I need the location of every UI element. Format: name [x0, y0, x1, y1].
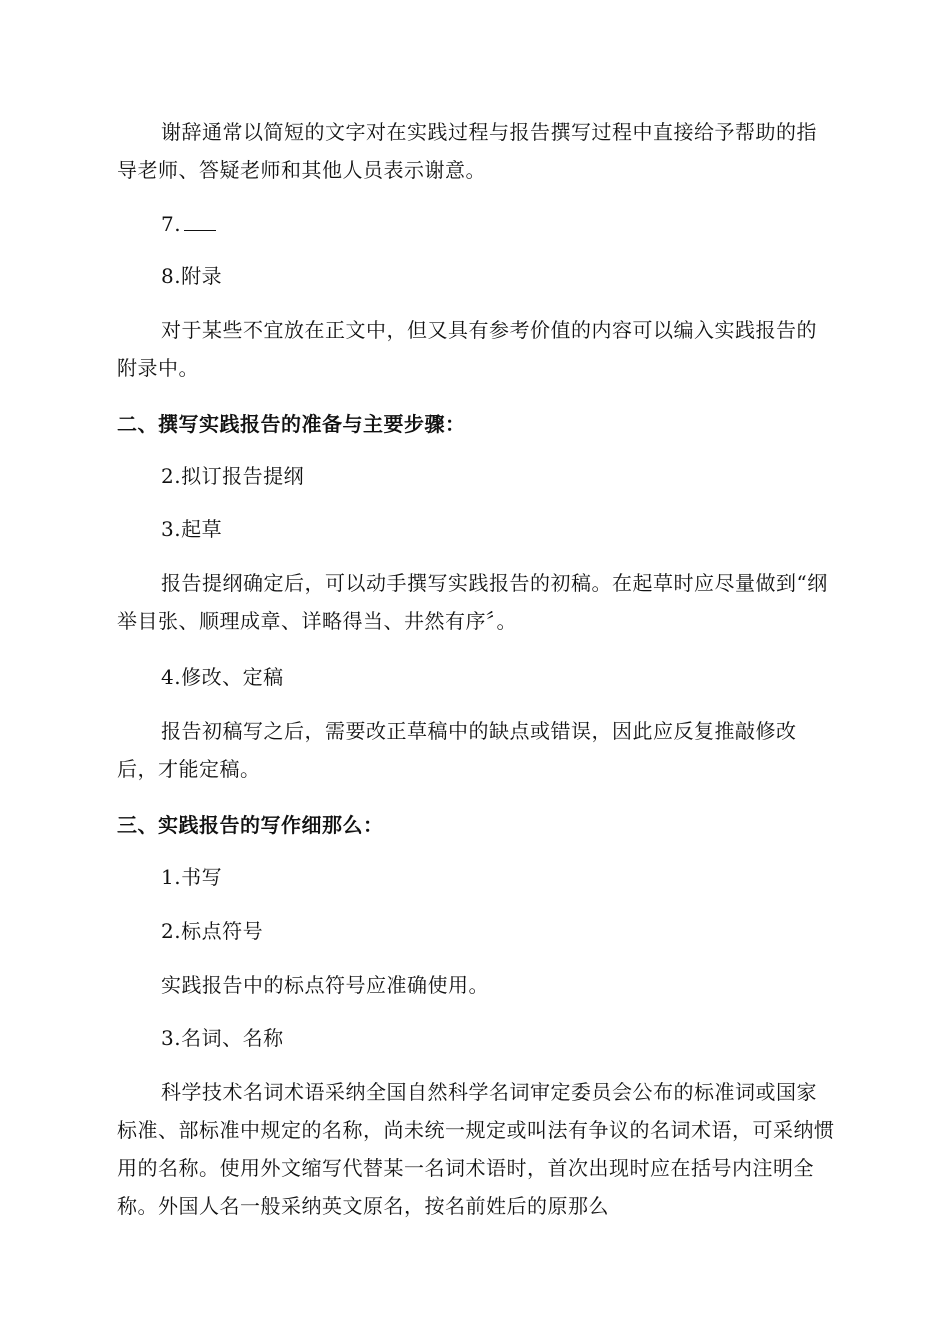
blank-underline — [184, 212, 216, 231]
list-item-punctuation: 2.标点符号 — [161, 919, 264, 943]
list-item-8-appendix: 8.附录 — [161, 264, 223, 288]
paragraph-terms: 科学技术名词术语采纳全国自然科学名词审定委员会公布的标准词或国家标准、部标准中规定的名称，尚未统一规定或叫法有争议的名词术语，可采纳惯用的名称。使用外文缩写代替某一名词术语时，首次出现时应在括号内注明全称。外国人名一般采纳英文原名，按名前姓后的原那么 — [117, 1080, 835, 1218]
section-heading-2: 二、撰写实践报告的准备与主要步骤： — [117, 412, 466, 436]
list-item-draft: 3.起草 — [161, 517, 223, 541]
list-item-7-label: 7. — [161, 212, 182, 236]
paragraph-thanks: 谢辞通常以简短的文字对在实践过程与报告撰写过程中直接给予帮助的指导老师、答疑老师和其他人员表示谢意。 — [117, 120, 817, 182]
list-item-outline: 2.拟订报告提纲 — [161, 464, 305, 488]
list-item-7 — [117, 205, 881, 243]
paragraph-punctuation: 实践报告中的标点符号应准确使用。 — [161, 973, 489, 997]
list-item-writing: 1.书写 — [161, 865, 223, 889]
paragraph-appendix: 对于某些不宜放在正文中，但又具有参考价值的内容可以编入实践报告的附录中。 — [117, 318, 817, 380]
section-heading-3: 三、实践报告的写作细那么： — [117, 813, 384, 837]
paragraph-draft: 报告提纲确定后，可以动手撰写实践报告的初稿。在起草时应尽量做到“纲举目张、顺理成章、详略得当、井然有序〞。 — [117, 571, 828, 633]
paragraph-revise: 报告初稿写之后，需要改正草稿中的缺点或错误，因此应反复推敲修改后，才能定稿。 — [117, 719, 797, 781]
list-item-terms: 3.名词、名称 — [161, 1026, 284, 1050]
list-item-revise: 4.修改、定稿 — [161, 665, 284, 689]
